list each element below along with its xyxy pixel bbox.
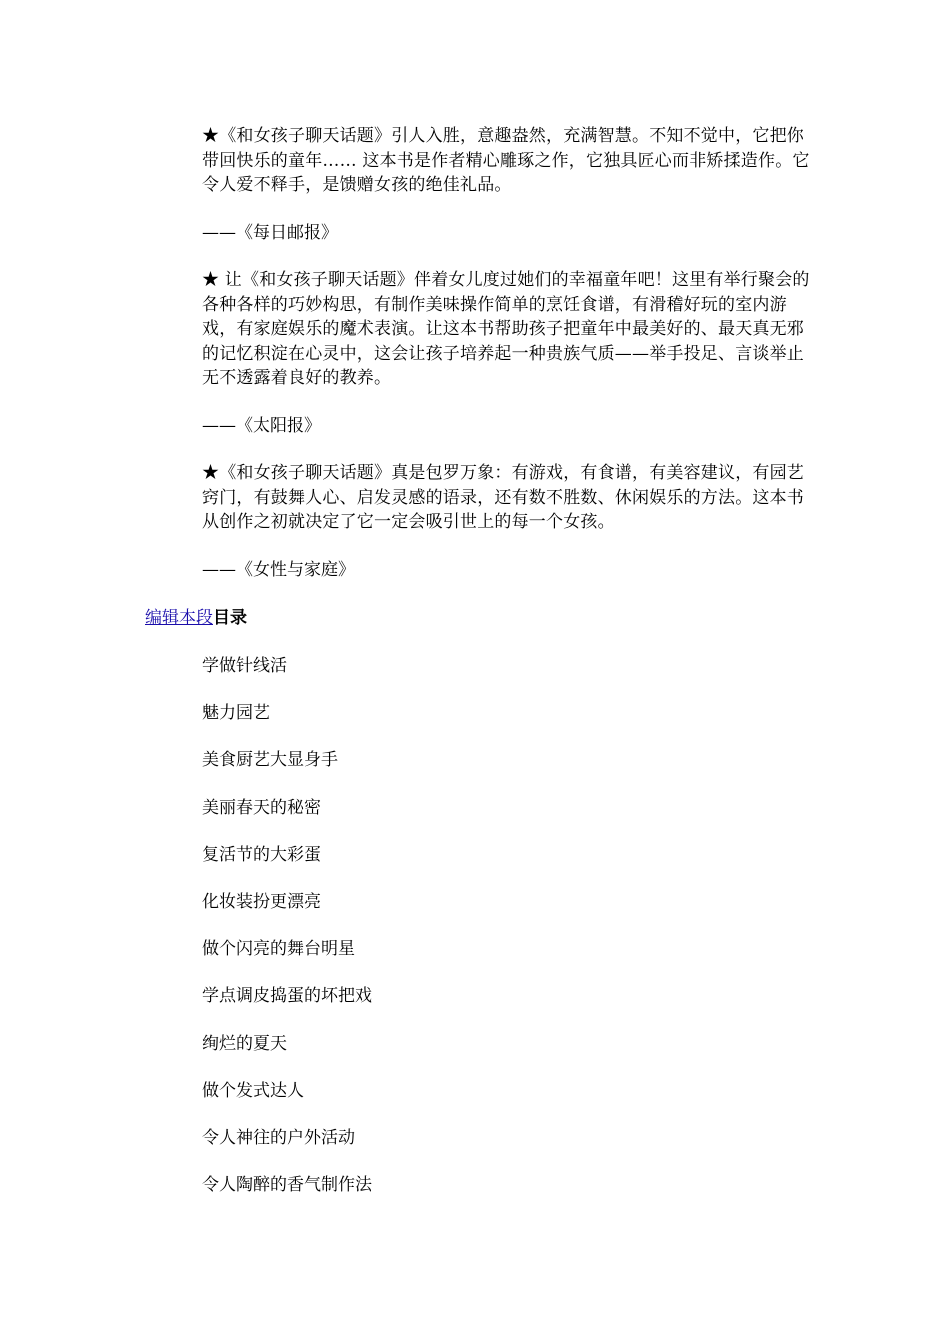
review-text-3: ★《和女孩子聊天话题》真是包罗万象：有游戏，有食谱，有美容建议，有园艺窍门，有鼓舞人心、启发灵感的语录，还有数不胜数、休闲娱乐的方法。这本书从创作之初就决定了它一定会吸引世上的每一个女孩。	[202, 463, 804, 532]
toc-title: 目录	[213, 608, 247, 628]
toc-item: 美食厨艺大显身手	[202, 750, 338, 771]
toc-item: 绚烂的夏天	[202, 1033, 287, 1054]
toc-item: 令人陶醉的香气制作法	[202, 1175, 372, 1196]
toc-item: 美丽春天的秘密	[202, 797, 321, 818]
edit-section-link[interactable]: 编辑本段	[145, 608, 213, 628]
toc-item: 学点调皮捣蛋的坏把戏	[202, 986, 372, 1007]
toc-item: 令人神往的户外活动	[202, 1127, 355, 1148]
toc-item: 化妆装扮更漂亮	[202, 891, 321, 912]
review-source-2: ——《太阳报》	[202, 415, 321, 436]
toc-item: 做个发式达人	[202, 1080, 304, 1101]
toc-heading	[145, 606, 247, 630]
review-source-1: ——《每日邮报》	[202, 222, 338, 243]
toc-item: 魅力园艺	[202, 703, 270, 724]
toc-item: 学做针线活	[202, 656, 287, 676]
reviews-section	[202, 124, 812, 605]
toc-item: 做个闪亮的舞台明星	[202, 939, 355, 960]
review-text-2: ★ 让《和女孩子聊天话题》伴着女儿度过她们的幸福童年吧！这里有举行聚会的各种各样的巧妙构思，有制作美味操作简单的烹饪食谱，有滑稽好玩的室内游戏，有家庭娱乐的魔术表演。让这本书帮助孩子把童年中最美好的、最天真无邪的记忆积淀在心灵中，这会让孩子培养起一种贵族气质——举手投足、言谈举止无不透露着良好的教养。	[202, 270, 810, 388]
review-text-1: ★《和女孩子聊天话题》引人入胜，意趣盎然，充满智慧。不知不觉中，它把你带回快乐的童年…… 这本书是作者精心雕琢之作，它独具匠心而非矫揉造作。它令人爱不释手，是馈赠女孩的绝佳礼品。	[202, 126, 810, 195]
toc-item: 复活节的大彩蛋	[202, 844, 321, 865]
review-source-3: ——《女性与家庭》	[202, 559, 355, 580]
toc-list	[202, 654, 372, 1220]
